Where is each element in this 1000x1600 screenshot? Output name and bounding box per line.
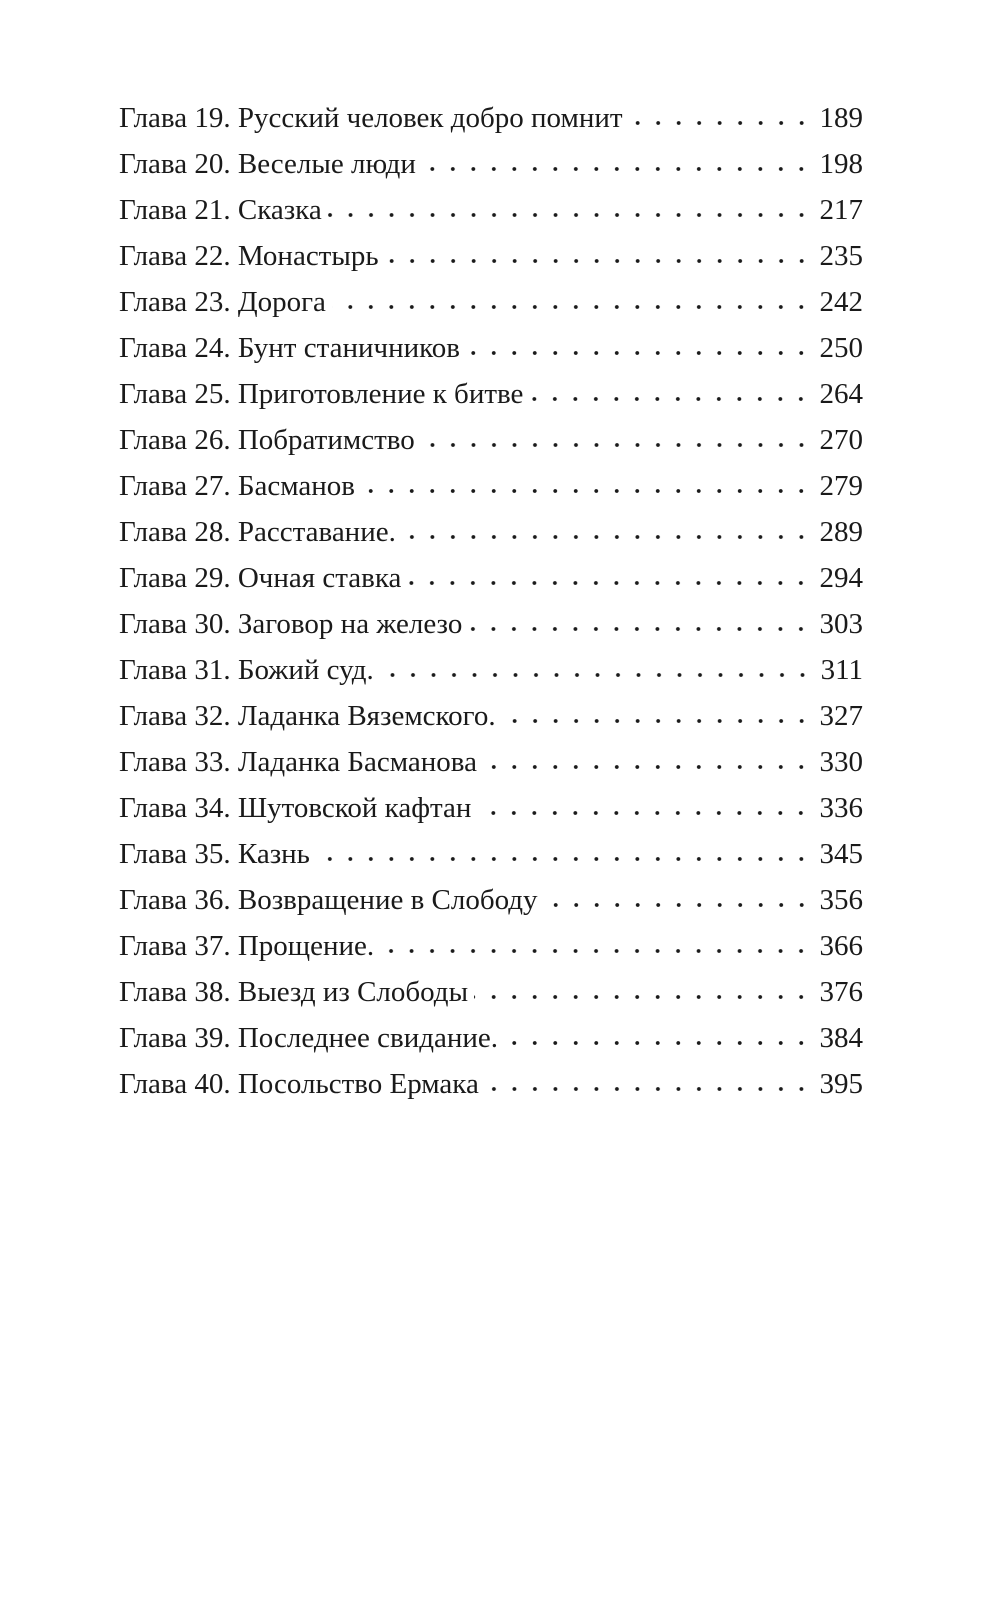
chapter-title: Глава 21. Сказка [119,194,322,226]
toc-entry [119,240,863,286]
page-number: 270 [819,424,863,456]
toc-entry [119,378,863,424]
toc-entry [119,654,863,700]
toc-entry [119,930,863,976]
page-number: 264 [819,378,863,410]
dot-leader [477,809,811,817]
page-number: 311 [820,654,863,686]
toc-entry [119,700,863,746]
toc-entry [119,332,863,378]
dot-leader [529,395,811,403]
page-number: 345 [819,838,863,870]
page-number: 294 [819,562,863,594]
toc-entry [119,608,863,654]
chapter-title: Глава 23. Дорога [119,286,326,318]
chapter-title: Глава 20. Веселые люди [119,148,416,180]
page-number: 395 [819,1068,863,1100]
chapter-title: Глава 19. Русский человек добро помнит [119,102,623,134]
page-number: 376 [819,976,863,1008]
page-number: 366 [819,930,863,962]
toc-entry [119,562,863,608]
dot-leader [361,487,812,495]
chapter-title: Глава 28. Расставание. [119,516,396,548]
chapter-title: Глава 35. Казнь [119,838,310,870]
dot-leader [483,763,812,771]
dot-leader [380,671,813,679]
dot-leader [502,717,812,725]
dot-leader [407,579,811,587]
chapter-title: Глава 26. Побратимство [119,424,415,456]
page-number: 303 [819,608,863,640]
dot-leader [466,349,812,357]
page-number: 327 [819,700,863,732]
page-number: 336 [819,792,863,824]
chapter-title: Глава 37. Прощение. [119,930,375,962]
chapter-title: Глава 32. Ладанка Вяземского. [119,700,496,732]
page-number: 235 [819,240,863,272]
dot-leader [468,625,811,633]
toc-entry [119,884,863,930]
chapter-title: Глава 27. Басманов [119,470,355,502]
page-number: 242 [819,286,863,318]
chapter-title: Глава 25. Приготовление к битве [119,378,524,410]
chapter-title: Глава 34. Шутовской кафтан [119,792,472,824]
dot-leader [316,855,812,863]
toc-entry [119,838,863,884]
dot-leader [328,211,812,219]
page-number: 198 [819,148,863,180]
toc-entry [119,148,863,194]
page-number: 217 [819,194,863,226]
page-number: 279 [819,470,863,502]
toc-entry [119,194,863,240]
chapter-title: Глава 36. Возвращение в Слободу [119,884,538,916]
toc-entry [119,976,863,1022]
chapter-title: Глава 40. Посольство Ермака [119,1068,479,1100]
chapter-title: Глава 24. Бунт станичников [119,332,460,364]
toc-entry [119,746,863,792]
chapter-title: Глава 39. Последнее свидание. [119,1022,498,1054]
toc-entry [119,424,863,470]
page-number: 250 [819,332,863,364]
dot-leader [421,441,812,449]
dot-leader [629,119,812,127]
chapter-title: Глава 29. Очная ставка [119,562,402,594]
page-number: 289 [819,516,863,548]
page-number: 356 [819,884,863,916]
dot-leader [422,165,812,173]
chapter-title: Глава 33. Ладанка Басманова [119,746,477,778]
toc-entry [119,1022,863,1068]
dot-leader [332,303,812,311]
toc-entry [119,516,863,562]
page-number: 189 [819,102,863,134]
dot-leader [474,993,811,1001]
toc-entry [119,470,863,516]
chapter-title: Глава 31. Божий суд. [119,654,374,686]
dot-leader [402,533,812,541]
toc-entry [119,286,863,332]
page-number: 384 [819,1022,863,1054]
chapter-title: Глава 30. Заговор на железо [119,608,463,640]
toc-entry [119,792,863,838]
chapter-title: Глава 38. Выезд из Слободы [119,976,469,1008]
toc-entry [119,1068,863,1114]
dot-leader [380,947,811,955]
dot-leader [485,1085,812,1093]
toc-entry [119,102,863,148]
page-number: 330 [819,746,863,778]
dot-leader [544,901,812,909]
dot-leader [504,1039,812,1047]
dot-leader [385,257,812,265]
chapter-title: Глава 22. Монастырь [119,240,379,272]
table-of-contents [119,102,863,1114]
